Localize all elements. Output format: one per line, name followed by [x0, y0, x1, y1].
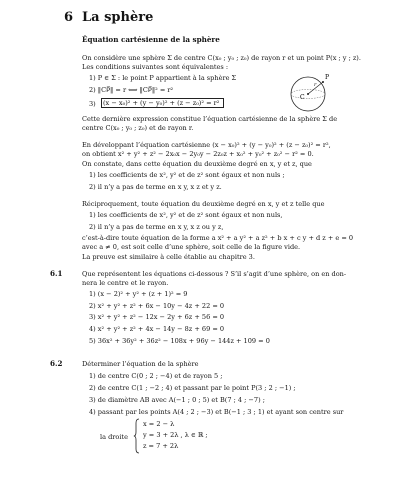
exercise-61-item-2: 2) x² + y² + z² + 6x − 10y − 4z + 22 = 0 [89, 302, 225, 310]
exercise-61-item-1: 1) (x − 2)² + y² + (z + 1)² = 9 [89, 290, 188, 298]
develop-item-1: 1) les coefficients de x², y² et de z² sont égaux et non nuls ; [89, 171, 285, 179]
exercise-61-item-4: 4) x² + y² + z² + 4x − 14y − 8z + 69 = 0 [89, 325, 225, 333]
sphere-equation-box [101, 98, 224, 108]
system-eq-3: z = 7 + 2λ [143, 442, 179, 450]
exercise-61-text-2: nera le centre et le rayon. [82, 279, 169, 287]
center-point [307, 93, 309, 95]
radius-label: r [314, 82, 317, 88]
center-label: C [300, 94, 305, 101]
intro-after-1: Cette dernière expression constitue l’équation cartésienne de la sphère Σ de [82, 115, 338, 123]
system-eq-2: y = 3 + 2λ , λ ∈ ℝ ; [143, 431, 208, 439]
converse-line-4: La preuve est similaire à celle établie au chapitre 3. [82, 253, 255, 261]
develop-line-2: on obtient x² + y² + z² − 2x₀x − 2y₀y − 2z₀z + x₀² + y₀² + z₀² − r² = 0. [82, 150, 314, 158]
exercise-62-item-4: 4) passant par les points A(4 ; 2 ; −3) et B(−1 ; 3 ; 1) et ayant son centre sur [89, 408, 344, 416]
converse-line-1: Réciproquement, toute équation du deuxième degré en x, y et z telle que [82, 200, 325, 208]
line-label: la droite [100, 433, 128, 441]
intro-item-3-label: 3) [89, 100, 96, 108]
exercise-61-text-1: Que représentent les équations ci-dessous ? S’il s’agit d’une sphère, on en don- [82, 270, 347, 278]
intro-line-2: Les conditions suivantes sont équivalentes : [82, 63, 229, 71]
exercise-62-item-2: 2) de centre C(1 ; −2 ; 4) et passant par le point P(3 ; 2 ; −1) ; [89, 384, 296, 392]
converse-line-3: avec a ≠ 0, est soit celle d’une sphère, soit celle de la figure vide. [82, 243, 301, 251]
point-p-label: P [325, 74, 330, 81]
converse-item-1: 1) les coefficients de x², y² et de z² sont égaux et non nuls, [89, 211, 283, 219]
intro-item-2: 2) ‖CP⃗‖ = r ⟺ ‖CP⃗‖² = r² [89, 86, 174, 94]
sphere-equation: (x − x₀)² + (y − y₀)² + (z − z₀)² = r² [103, 99, 220, 107]
point-p [322, 81, 324, 83]
exercise-61-item-3: 3) x² + y² + z² − 12x − 2y + 6z + 56 = 0 [89, 313, 225, 321]
system-brace-icon [133, 418, 141, 454]
exercise-61-item-5: 5) 36x² + 36y² + 36z² − 108x + 96y − 144z + 109 = 0 [89, 337, 270, 345]
system-eq-1: x = 2 − λ [143, 420, 175, 428]
sphere-figure [288, 66, 336, 114]
intro-after-2: centre C(x₀ ; y₀ ; z₀) et de rayon r. [82, 124, 194, 132]
intro-item-1: 1) P ∈ Σ : le point P appartient à la sphère Σ [89, 74, 237, 82]
exercise-62-number: 6.2 [50, 359, 63, 368]
exercise-61-number: 6.1 [50, 269, 63, 278]
develop-item-2: 2) il n’y a pas de terme en x y, x z et y z. [89, 183, 222, 191]
subsection-title: Équation cartésienne de la sphère [82, 35, 220, 44]
exercise-62-item-1: 1) de centre C(0 ; 2 ; −4) et de rayon 5 ; [89, 372, 223, 380]
exercise-62-item-3: 3) de diamètre AB avec A(−1 ; 0 ; 5) et B(7 ; 4 ; −7) ; [89, 396, 265, 404]
section-number: 6 [64, 10, 74, 25]
develop-line-1: En développant l’équation cartésienne (x − x₀)² + (y − y₀)² + (z − z₀)² = r², [82, 141, 331, 149]
intro-line-1: On considère une sphère Σ de centre C(x₀ ; y₀ ; z₀) de rayon r et un point P(x ; y ; z). [82, 54, 361, 62]
develop-line-3: On constate, dans cette équation du deuxième degré en x, y et z, que [82, 160, 312, 168]
converse-item-2: 2) il n’y a pas de terme en x y, x z ou y z, [89, 223, 224, 231]
converse-line-2: c’est-à-dire toute équation de la forme a x² + a y² + a z² + b x + c y + d z + e = 0 [82, 234, 354, 242]
exercise-62-text: Déterminer l’équation de la sphère [82, 360, 199, 368]
section-title: La sphère [82, 10, 154, 25]
